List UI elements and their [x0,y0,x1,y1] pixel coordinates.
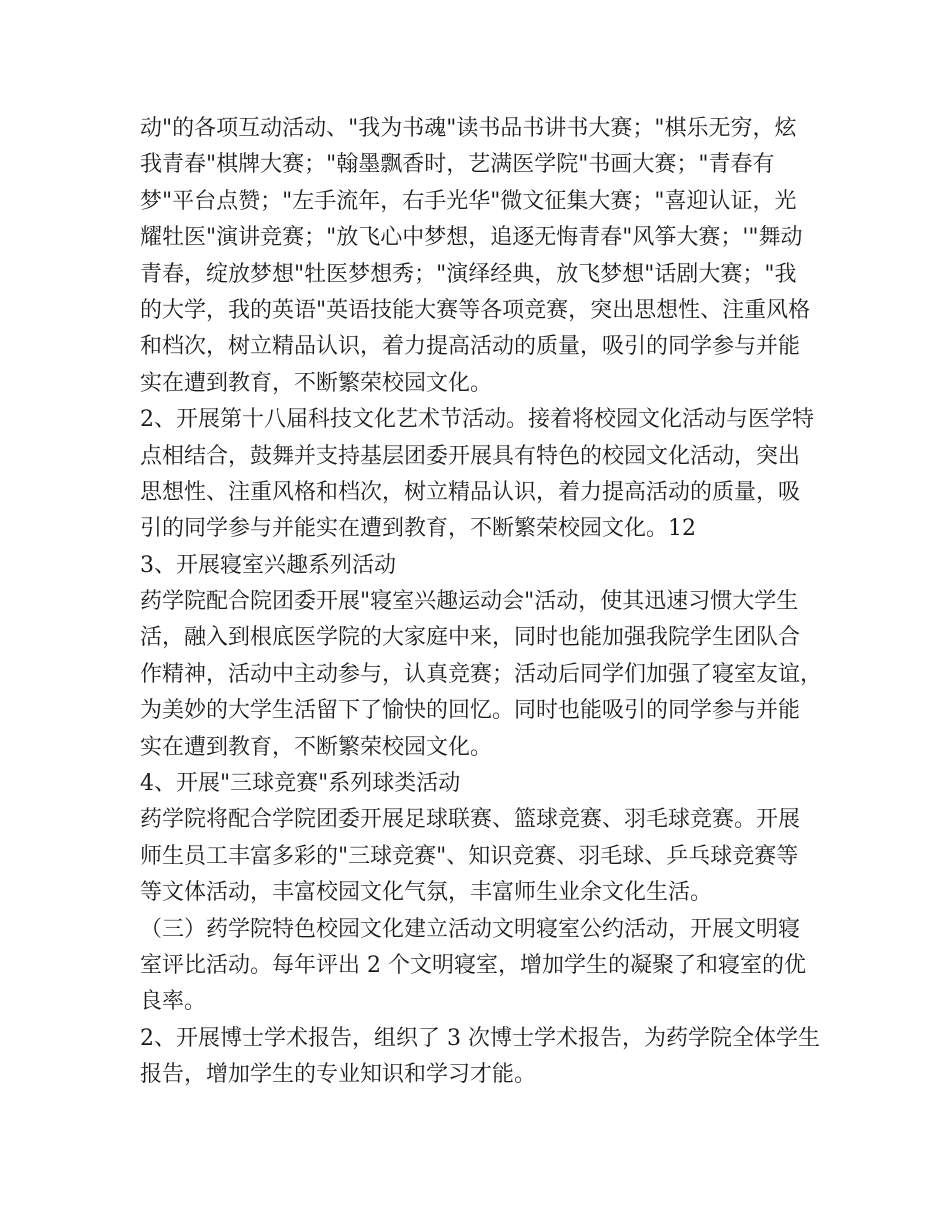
text-line: 为美妙的大学生活留下了愉快的回忆。同时也能吸引的同学参与并能 [140,698,801,724]
document-body [140,111,830,1094]
text-line: 梦"平台点赞；"左手流年，右手光华"微文征集大赛；"喜迎认证，光 [140,188,797,214]
section-heading-part-3: （三）药学院特色校园文化建立活动文明寝室公约活动，开展文明寝 [140,916,801,942]
text-line: 作精神，活动中主动参与，认真竞赛；活动后同学们加强了寝室友谊， [140,661,823,687]
text-line: 耀牡医"演讲竞赛；"放飞心中梦想，追逐无悔青春"风筝大赛；'"舞动 [140,225,803,251]
text-line: 良率。 [140,989,207,1015]
text-line: 药学院配合院团委开展"寝室兴趣运动会"活动，使其迅速习惯大学生 [140,589,799,615]
text-line: 青春，绽放梦想"牡医梦想秀；"演绎经典，放飞梦想"话剧大赛；"我 [140,261,797,287]
text-line: 等文体活动，丰富校园文化气氛，丰富师生业余文化生活。 [140,880,713,906]
text-line: 2、开展博士学术报告，组织了 3 次博士学术报告，为药学院全体学生 [140,1025,820,1051]
text-line: 引的同学参与并能实在遭到教育，不断繁荣校园文化。12 [140,516,696,542]
section-heading-4: 4、开展"三球竞赛"系列球类活动 [140,771,461,797]
text-line: 报告，增加学生的专业知识和学习才能。 [140,1062,537,1088]
text-line: 实在遭到教育，不断繁荣校园文化。 [140,370,493,396]
text-line: 点相结合，鼓舞并支持基层团委开展具有特色的校园文化活动，突出 [140,443,801,469]
text-line: 室评比活动。每年评出 2 个文明寝室，增加学生的凝聚了和寝室的优 [140,952,806,978]
text-line: 和档次，树立精品认识，着力提高活动的质量，吸引的同学参与并能 [140,334,801,360]
text-line: 动"的各项互动活动、"我为书魂"读书品书讲书大赛；"棋乐无穷，炫 [140,116,797,141]
text-line: 我青春"棋牌大赛；"翰墨飘香时，艺满医学院"书画大赛；"青春有 [140,152,775,178]
section-heading-3: 3、开展寝室兴趣系列活动 [140,552,396,578]
text-line: 的大学，我的英语"英语技能大赛等各项竞赛，突出思想性、注重风格 [140,297,811,323]
text-line: 思想性、注重风格和档次，树立精品认识，着力提高活动的质量，吸 [140,479,801,505]
section-heading-2: 2、开展第十八届科技文化艺术节活动。接着将校园文化活动与医学特 [140,407,814,433]
text-line: 实在遭到教育，不断繁荣校园文化。 [140,734,493,760]
text-line: 师生员工丰富多彩的"三球竞赛"、知识竞赛、羽毛球、乒乓球竞赛等 [140,843,799,869]
text-line: 药学院将配合学院团委开展足球联赛、篮球竞赛、羽毛球竞赛。开展 [140,807,801,833]
text-line: 活，融入到根底医学院的大家庭中来，同时也能加强我院学生团队合 [140,625,801,651]
